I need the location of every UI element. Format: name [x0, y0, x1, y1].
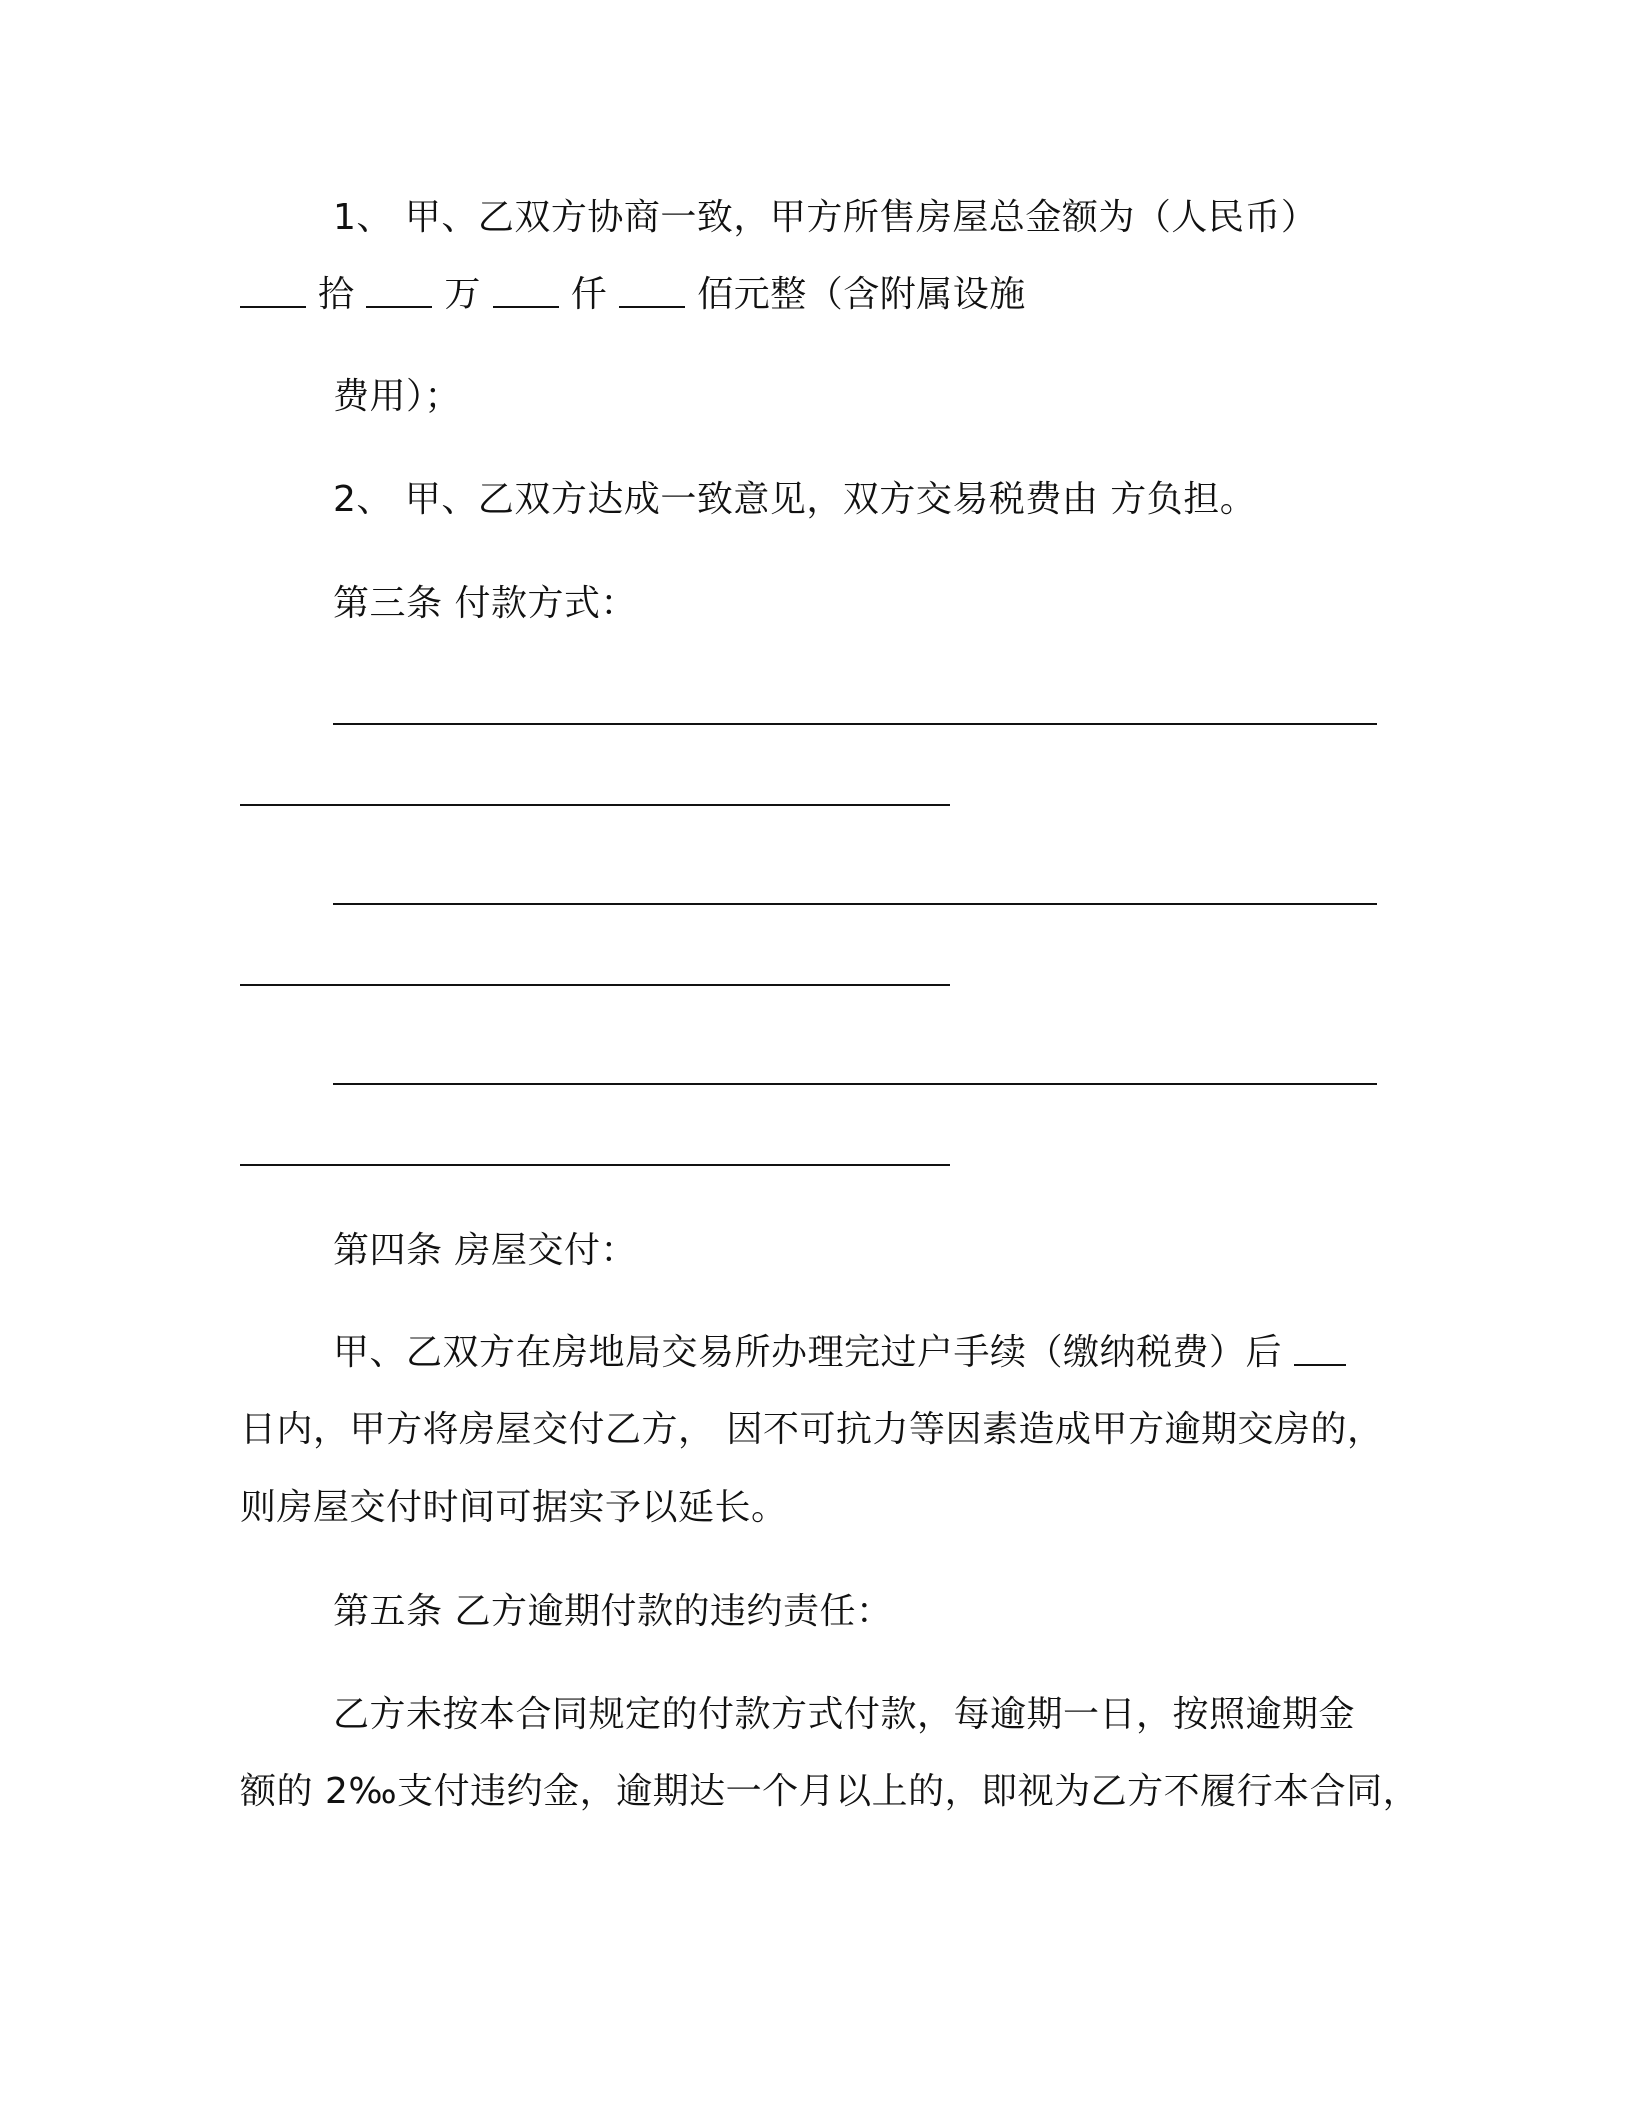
payment-blank-line-1b [240, 804, 950, 806]
unit-wan: 万 [444, 274, 481, 315]
delivery-clause-text-2: 日内，甲方将房屋交付乙方， 因不可抗力等因素造成甲方逾期交房的， [240, 1409, 1384, 1450]
price-clause-tail: 费用）； [333, 376, 462, 417]
penalty-clause-line-1 [333, 1693, 1355, 1737]
payment-blank-line-2a [333, 903, 1377, 905]
payment-blank-line-3b [240, 1164, 950, 1166]
article-4-heading [333, 1229, 637, 1273]
price-clause-line-2 [240, 273, 1026, 317]
delivery-clause-line-2 [240, 1408, 1383, 1452]
blank-field-shi [240, 276, 306, 308]
delivery-clause-line-1 [333, 1331, 1346, 1375]
tax-clause [333, 478, 1256, 522]
unit-shi: 拾 [317, 274, 355, 315]
tax-clause-text: 2、 甲、乙双方达成一致意见，双方交易税费由 方负担。 [333, 479, 1257, 520]
unit-bai-tail: 佰元整（含附属设施 [697, 274, 1026, 315]
unit-qian: 仟 [570, 274, 608, 315]
blank-field-qian [493, 276, 559, 308]
delivery-clause-line-3 [240, 1486, 788, 1530]
delivery-clause-text: 甲、乙双方在房地局交易所办理完过户手续（缴纳税费）后 [333, 1332, 1283, 1373]
article-5-heading [333, 1590, 892, 1634]
payment-blank-line-3a [333, 1083, 1377, 1085]
penalty-clause-line-2 [240, 1770, 1419, 1814]
delivery-clause-text-3: 则房屋交付时间可据实予以延长。 [240, 1487, 788, 1528]
payment-blank-line-2b [240, 984, 950, 986]
penalty-clause-text: 乙方未按本合同规定的付款方式付款，每逾期一日，按照逾期金 [333, 1694, 1356, 1735]
article-4-heading-text: 第四条 房屋交付： [333, 1230, 637, 1271]
blank-field-days [1294, 1334, 1346, 1366]
article-3-heading-text: 第三条 付款方式： [333, 583, 637, 624]
blank-field-wan [366, 276, 432, 308]
article-5-heading-text: 第五条 乙方逾期付款的违约责任： [333, 1591, 893, 1632]
payment-blank-line-1a [333, 723, 1377, 725]
article-3-heading [333, 582, 637, 626]
price-clause-line-3 [333, 375, 461, 419]
blank-field-bai [619, 276, 685, 308]
price-clause-text: 1、 甲、乙双方协商一致，甲方所售房屋总金额为（人民币） [333, 197, 1318, 238]
penalty-clause-text-2: 额的 2‰支付违约金，逾期达一个月以上的，即视为乙方不履行本合同， [240, 1771, 1420, 1812]
price-clause-line-1 [333, 196, 1317, 240]
